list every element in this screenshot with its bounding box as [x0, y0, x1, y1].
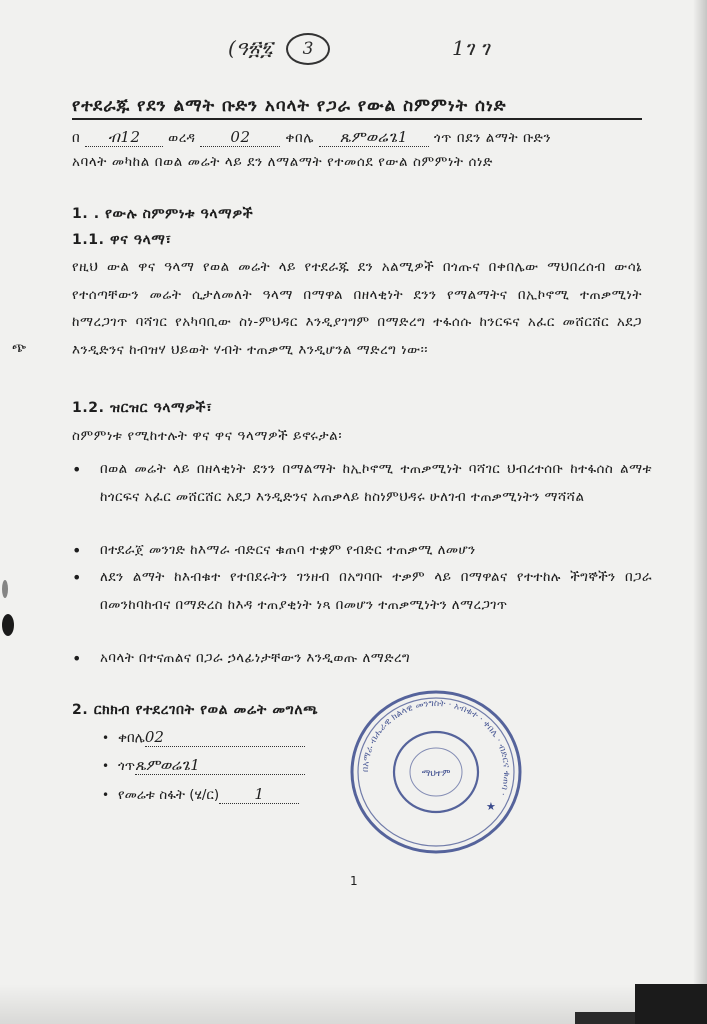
bullet-text: ለደን ልማት ከእብቁተ የተበደሩትን ገንዘብ በአግባቡ ተቃም ላይ በማዋልና የተተከሉ ችግኞችን በጋራ በመንከባከብና በማድረስ ከእዳ ተጠያቂነት ነጻ በመሆን ተጠቃሚነትን ለማረጋገጥ — [100, 569, 652, 613]
bullet-dot-icon: • — [72, 649, 82, 668]
reference-number-right: 1ገ ገ — [452, 36, 490, 60]
bullet-dot-icon: • — [102, 759, 110, 773]
bullet-dot-icon: • — [102, 788, 110, 802]
land-detail-label: የመሬቱ ስፋት (ሄ/ር) — [118, 787, 220, 803]
reference-number-left: (ዓ፳፯ — [228, 36, 273, 60]
stamp-star-icon: ★ — [486, 800, 496, 813]
kebele-field — [200, 128, 280, 147]
bullet-dot-icon: • — [72, 541, 82, 560]
section-1-1-heading: 1.1. ዋና ዓላማ፣ — [72, 232, 172, 248]
bullet-item — [72, 537, 652, 565]
bullet-item — [72, 564, 652, 619]
land-detail-field — [145, 728, 305, 747]
bullet-text: በተደራጀ መንገድ ከእማራ ብድርና ቁጠባ ተቋም የብድር ተጠቃሚ ለመሆን — [100, 542, 476, 558]
intro-rest: ጎጥ በደን ልማት ቡድን — [433, 130, 552, 146]
punch-hole — [2, 614, 14, 636]
land-detail-field — [219, 785, 299, 804]
section-1-2-intro: ስምምነቱ የሚከተሉት ዋና ዋና ዓላማዎች ይኖሩታል፡ — [72, 428, 343, 444]
bullet-item — [72, 645, 652, 673]
section-1-2-heading: 1.2. ዝርዝር ዓላማዎች፣ — [72, 400, 213, 416]
scan-artifact — [635, 984, 707, 1024]
stamp-ring-text: በአማራ ብሔራዊ ክልላዊ መንግስት · አብቁተ · ቀበሌ · ብድርና ቁጠባ · — [360, 698, 512, 797]
kebele-label: ቀበሌ — [285, 130, 314, 146]
document-title: የተደራጁ የደን ልማት ቡድን አባላት የጋራ የውል ስምምነት ሰነድ — [72, 96, 642, 120]
woreda-value: ብ12 — [107, 128, 141, 146]
land-detail-label: ጎጥ — [118, 758, 136, 774]
land-detail-field — [135, 756, 305, 775]
intro-prefix: በ — [72, 130, 81, 146]
official-stamp — [346, 686, 526, 858]
page-number: 1 — [350, 874, 358, 888]
bullet-dot-icon: • — [72, 568, 82, 587]
punch-hole — [2, 580, 8, 598]
land-detail-value: 1 — [254, 785, 264, 803]
scan-artifact — [575, 1012, 635, 1024]
land-detail-area — [102, 785, 299, 804]
woreda-field — [85, 128, 163, 147]
land-detail-value: ጼምወሬጌ1 — [135, 756, 200, 774]
bullet-text: በወል መሬት ላይ በዘላቂነት ደንን በማልማት ከኢኮኖሚ ተጠቃሚነት ባሻገር ህብረተሰቡ ከተፋሰስ ልማቱ ከጎርፍና አፈር መሸርሸር አደጋ እንዲድንና አጠቃላይ ከስነምህዳሩ ሁለገብ ተጠቃሚነትን ማሻሻል — [100, 461, 652, 505]
got-value: ጼምወሬጌ1 — [339, 128, 409, 146]
land-detail-got — [102, 756, 305, 775]
section-1-1-text: የዚህ ውል ዋና ዓላማ የወል መሬት ላይ የተደራጁ ደን አልሚዎች በጎጡና በቀበሌው ማህበረሰብ ውሳኔ የተሰጣቸውን መሬት ሲታለመለት ዓላማ በማዋል በዘላቂነት ደንን የማልማትና በኢኮኖሚ ተጠቃሚነት ከማረጋገጥ ባሻገር የአካባቢው ስነ-ምህዳር እንዲያገግም በማድረግ ተፋሰሱ ከንርፍና አፈር መሸርሸር አደጋ እንዲድንና ከብዝሃ ህይወት ሃብት ተጠቃሚ እንዲሆንል ማድረግ ነው፡፡ — [72, 259, 642, 358]
woreda-label: ወረዳ — [168, 130, 196, 146]
got-field — [319, 128, 429, 147]
margin-mark: ጭ — [12, 340, 27, 356]
section-1-heading: 1. . የውሉ ስምምነቱ ዓላማዎች — [72, 206, 254, 222]
intro-line-2: አባላት መካከል በወል መሬት ላይ ደን ለማልማት የተመሰደ የውል ስምምነት ሰነድ — [72, 154, 493, 170]
land-detail-label: ቀበሌ — [118, 730, 145, 746]
circled-page-number: 3 — [286, 33, 330, 65]
stamp-center-text: ማህተም — [421, 769, 451, 779]
bullet-item — [72, 456, 652, 511]
intro-line-1 — [72, 128, 551, 147]
kebele-value: 02 — [230, 128, 251, 146]
page-edge-shadow — [693, 0, 707, 1024]
bullet-dot-icon: • — [102, 731, 110, 745]
land-detail-kebele — [102, 728, 305, 747]
bullet-text: አባላት በተናጠልና በጋራ ኃላፊነታቸውን እንዲወጡ ለማድረግ — [100, 650, 411, 666]
section-2-heading: 2. ርክክብ የተደረገበት የወል መሬት መግለጫ — [72, 702, 319, 718]
bullet-dot-icon: • — [72, 460, 82, 479]
land-detail-value: 02 — [144, 728, 164, 746]
